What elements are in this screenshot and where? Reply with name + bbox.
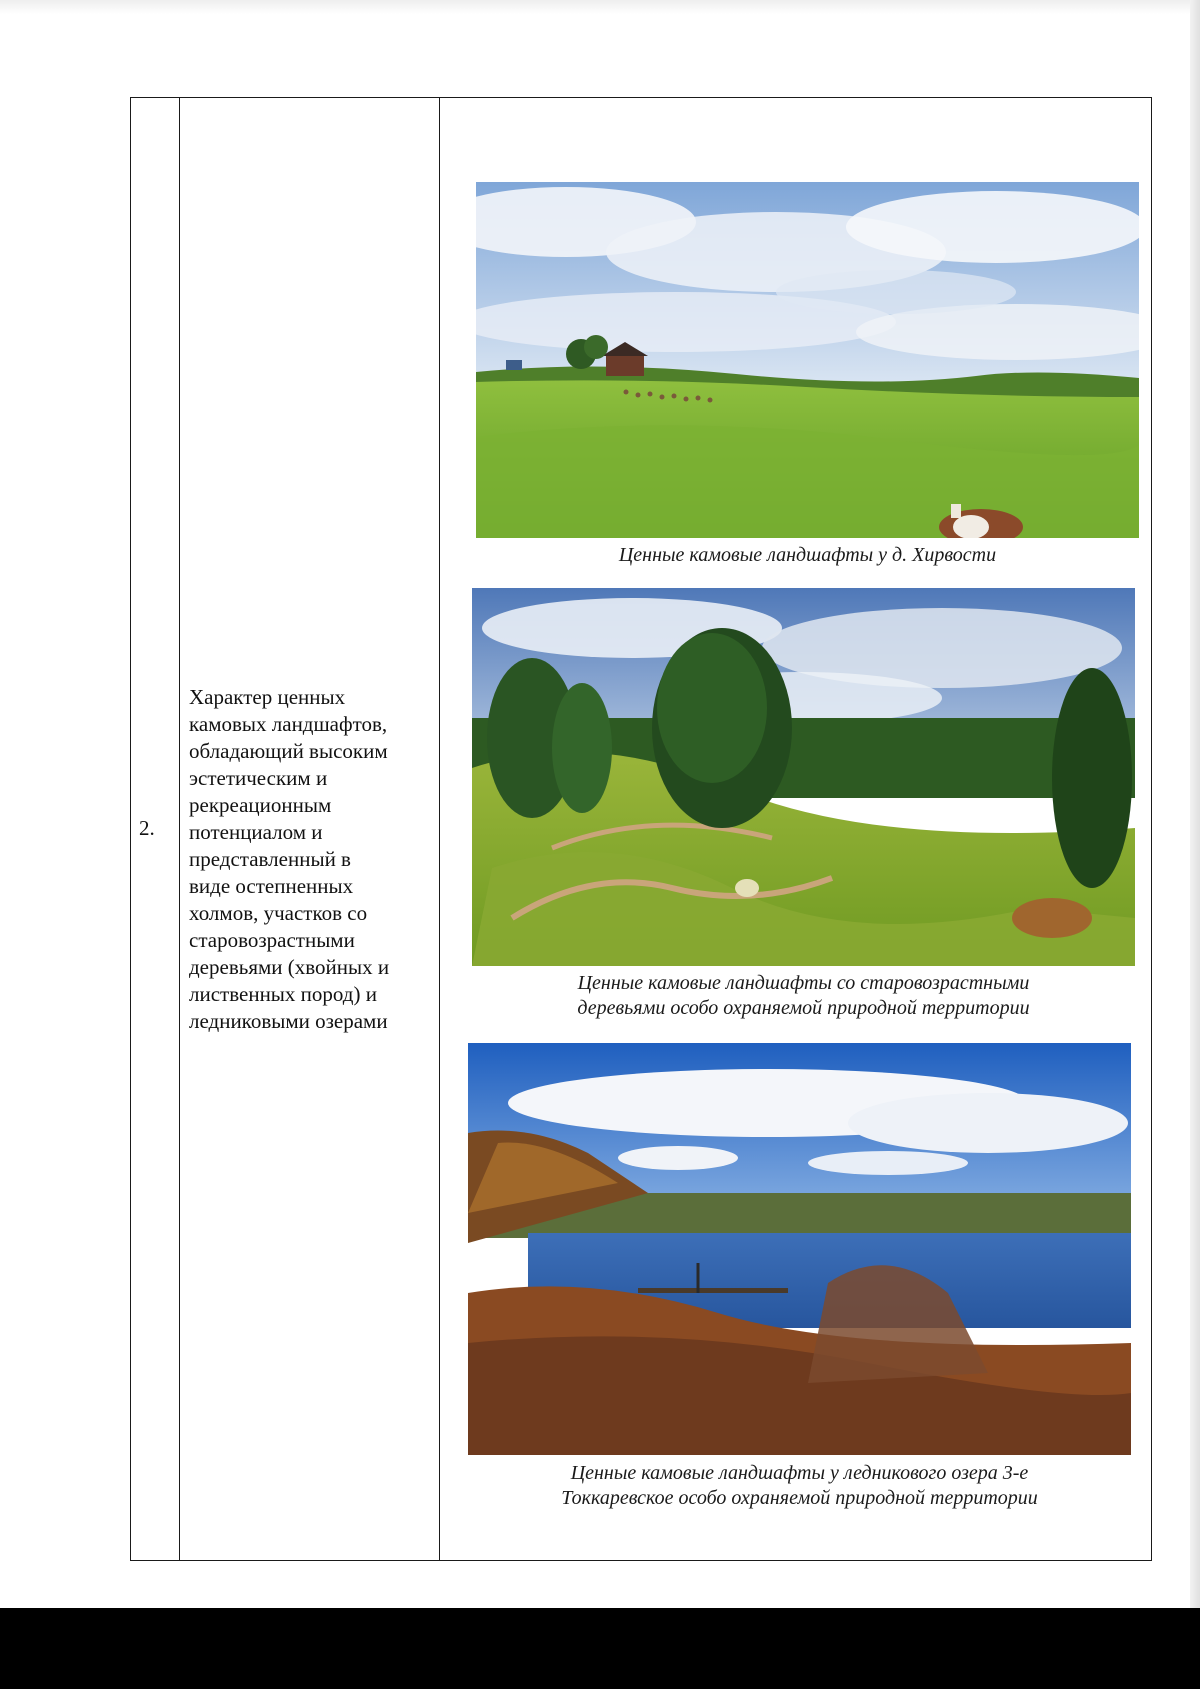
photo-caption: Ценные камовые ландшафты у ледникового озера 3-е Токкаревское особо охраняемой природной территории — [561, 1462, 1038, 1509]
photo-pine-hills — [472, 588, 1135, 966]
row-description: Характер ценных камовых ландшафтов, обладающий высоким эстетическим и рекреационным потенциалом и представленный в виде остепненных холмов, участков со старовозрастными деревьями (хвойных и лиственных пород) и ледниковыми озерами — [189, 685, 390, 1033]
description-cell — [180, 98, 440, 1561]
photo-caption: Ценные камовые ландшафты со старовозрастными деревьями особо охраняемой природной территории — [577, 972, 1030, 1019]
document-table — [130, 97, 1152, 1561]
photo-meadow-hills — [476, 182, 1139, 538]
photo-glacial-lake — [468, 1043, 1131, 1455]
scan-right-edge — [1190, 0, 1200, 1689]
photo-cell — [440, 98, 1152, 1561]
scan-top-shadow — [0, 0, 1200, 14]
row-number: 2. — [139, 816, 155, 840]
scan-bottom-band — [0, 1608, 1200, 1689]
number-cell — [131, 98, 180, 1561]
photo-caption: Ценные камовые ландшафты у д. Хирвости — [618, 544, 997, 566]
table-row — [131, 98, 1152, 1561]
